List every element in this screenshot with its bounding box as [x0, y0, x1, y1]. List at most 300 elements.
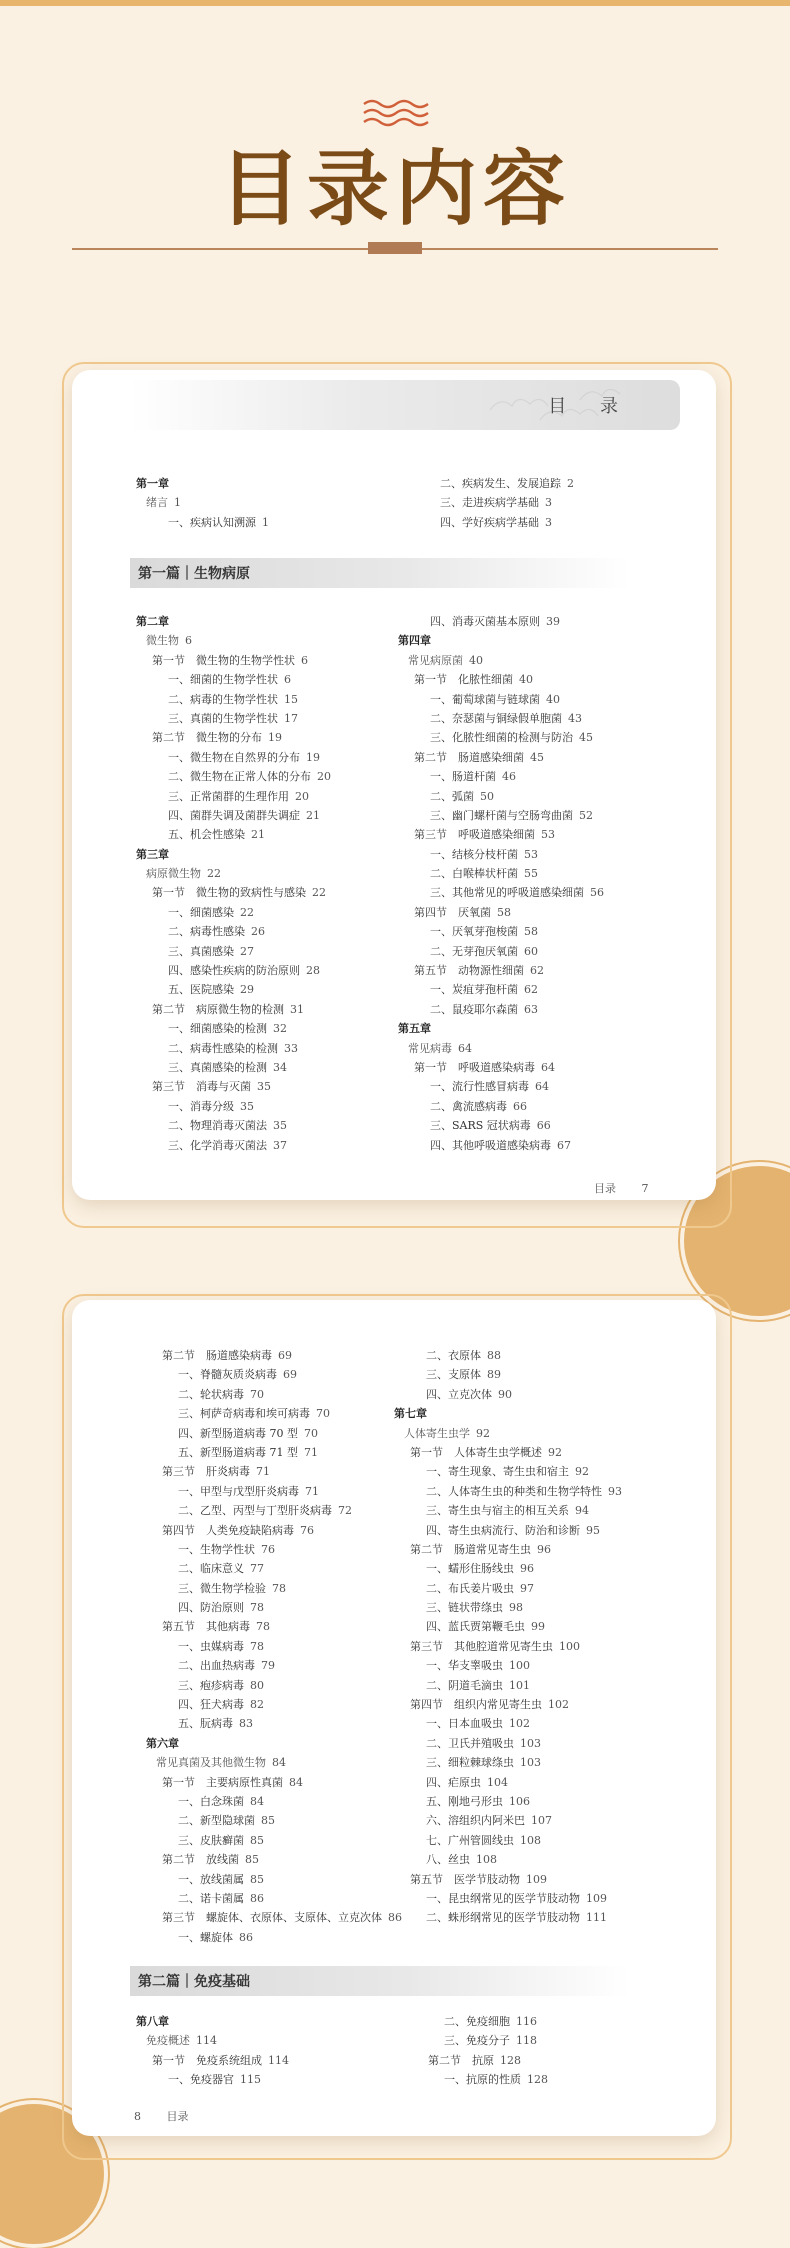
toc-entry-item: [394, 1889, 622, 1908]
toc-entry-text: 三、微生物学检验: [178, 1581, 266, 1595]
toc-column: [398, 612, 604, 1155]
toc-entry-page: 86: [239, 1930, 253, 1944]
toc-entry-item: [394, 1734, 622, 1753]
toc-entry-text: 一、炭疽芽孢杆菌: [430, 983, 518, 997]
toc-entry-page: 97: [520, 1581, 534, 1595]
toc-entry-text: 四、其他呼吸道感染病毒: [430, 1138, 551, 1152]
toc-entry-page: 35: [240, 1099, 254, 1113]
toc-entry-page: 78: [272, 1581, 286, 1595]
toc-entry-page: 60: [524, 944, 538, 958]
toc-entry-chapter: [146, 1734, 402, 1753]
toc-entry-section: [136, 883, 331, 902]
toc-entry-item: [146, 1870, 402, 1889]
part-heading: 第二篇｜免疫基础: [138, 1974, 250, 1990]
toc-entry-item: [394, 1773, 622, 1792]
toc-entry-page: 62: [530, 964, 544, 978]
toc-entry-page: 93: [608, 1484, 622, 1498]
toc-entry-text: 一、白念珠菌: [178, 1794, 244, 1808]
toc-entry-text: 三、链状带绦虫: [426, 1601, 503, 1615]
toc-entry-item: [398, 922, 604, 941]
toc-entry-text: 第一节 主要病原性真菌: [162, 1775, 283, 1789]
toc-entry-item: [136, 961, 331, 980]
toc-entry-item: [146, 1714, 402, 1733]
toc-entry-text: 第一章: [136, 477, 169, 490]
toc-entry-text: 一、疾病认知溯源: [168, 515, 256, 529]
toc-entry-text: 二、鼠疫耶尔森菌: [430, 1002, 518, 1016]
toc-entry-title: [398, 651, 604, 670]
toc-entry-text: 三、支原体: [426, 1368, 481, 1382]
toc-entry-page: 26: [251, 925, 265, 939]
toc-entry-item: [146, 1831, 402, 1850]
toc-entry-text: 第三节 呼吸道感染细菌: [414, 828, 535, 842]
toc-entry-page: 52: [579, 808, 593, 822]
toc-entry-title: [136, 493, 269, 512]
toc-entry-text: 一、细菌的生物学性状: [168, 673, 278, 687]
toc-entry-text: 二、无芽孢厌氧菌: [430, 944, 518, 958]
toc-entry-text: 一、免疫器官: [168, 2073, 234, 2087]
toc-entry-page: 27: [240, 944, 254, 958]
toc-entry-text: 四、学好疾病学基础: [440, 515, 539, 529]
toc-entry-page: 64: [541, 1060, 555, 1074]
toc-entry-item: [398, 690, 604, 709]
toc-entry-item: [136, 767, 331, 786]
toc-entry-title: [398, 1039, 604, 1058]
toc-entry-text: 一、甲型与戊型肝炎病毒: [178, 1484, 299, 1498]
toc-entry-text: 绪言: [146, 496, 168, 510]
toc-entry-item: [394, 1908, 622, 1927]
toc-entry-text: 三、SARS 冠状病毒: [430, 1119, 531, 1133]
toc-column: [408, 474, 574, 532]
toc-entry-page: 84: [250, 1794, 264, 1808]
toc-entry-text: 二、临床意义: [178, 1562, 244, 1576]
toc-entry-page: 70: [250, 1387, 264, 1401]
toc-entry-page: 1: [174, 496, 181, 510]
toc-entry-item: [146, 1424, 402, 1443]
toc-entry-page: 128: [527, 2073, 548, 2087]
toc-entry-title: [394, 1424, 622, 1443]
toc-entry-text: 第二节 抗原: [428, 2053, 494, 2067]
toc-entry-page: 39: [546, 615, 560, 628]
toc-entry-section: [136, 651, 331, 670]
toc-entry-item: [412, 2070, 548, 2089]
toc-entry-page: 3: [545, 515, 552, 529]
toc-entry-text: 二、卫氏并殖吸虫: [426, 1736, 514, 1750]
toc-entry-page: 89: [487, 1368, 501, 1382]
toc-entry-text: 第四节 组织内常见寄生虫: [410, 1698, 542, 1712]
toc-entry-text: 四、寄生虫病流行、防治和诊断: [426, 1523, 580, 1537]
toc-entry-text: 第二节 肠道感染细菌: [414, 750, 524, 764]
toc-entry-text: 四、消毒灭菌基本原则: [430, 615, 540, 628]
toc-entry-page: 33: [284, 1041, 298, 1055]
toc-entry-page: 45: [579, 731, 593, 745]
toc-entry-title: [136, 631, 331, 650]
toc-entry-page: 79: [261, 1659, 275, 1673]
toc-entry-page: 104: [487, 1775, 508, 1789]
toc-entry-text: 二、弧菌: [430, 789, 474, 803]
toc-entry-text: 一、螺旋体: [178, 1930, 233, 1944]
toc-entry-text: 第三节 肝炎病毒: [162, 1465, 250, 1479]
toc-entry-section: [398, 748, 604, 767]
toc-entry-text: 一、华支睾吸虫: [426, 1659, 503, 1673]
toc-entry-text: 第七章: [394, 1407, 427, 1421]
toc-entry-item: [394, 1656, 622, 1675]
toc-entry-page: 92: [575, 1465, 589, 1479]
toc-entry-item: [146, 1656, 402, 1675]
toc-entry-page: 86: [388, 1911, 402, 1925]
toc-entry-page: 78: [250, 1639, 264, 1653]
toc-entry-page: 103: [520, 1756, 541, 1770]
toc-entry-page: 85: [250, 1872, 264, 1886]
toc-entry-chapter: [398, 1019, 604, 1038]
toc-entry-page: 83: [239, 1717, 253, 1731]
toc-entry-section: [136, 1077, 331, 1096]
toc-entry-text: 第五节 医学节肢动物: [410, 1872, 520, 1886]
toc-entry-page: 20: [295, 789, 309, 803]
toc-entry-page: 43: [568, 711, 582, 725]
toc-entry-page: 34: [273, 1060, 287, 1074]
toc-entry-text: 一、细菌感染: [168, 905, 234, 919]
toc-entry-page: 66: [536, 1119, 551, 1133]
toc-entry-item: [146, 1404, 402, 1423]
toc-entry-page: 69: [283, 1368, 297, 1382]
toc-entry-page: 70: [304, 1426, 318, 1440]
toc-entry-item: [136, 922, 331, 941]
footer-label: 目录: [166, 2110, 189, 2123]
toc-entry-item: [136, 709, 331, 728]
toc-entry-page: 85: [245, 1853, 259, 1867]
toc-entry-page: 50: [480, 789, 494, 803]
toc-entry-item: [408, 513, 574, 532]
toc-entry-page: 99: [531, 1620, 545, 1634]
toc-entry-item: [146, 1792, 402, 1811]
toc-entry-text: 二、衣原体: [426, 1349, 481, 1362]
part-heading-band: [130, 1966, 630, 1996]
toc-entry-item: [136, 513, 269, 532]
toc-entry-title: [136, 2031, 289, 2050]
part-heading: 第一篇｜生物病原: [138, 566, 250, 582]
toc-entry-page: 80: [250, 1678, 264, 1692]
toc-entry-text: 三、真菌感染: [168, 944, 234, 958]
toc-entry-text: 第二节 肠道感染病毒: [162, 1349, 272, 1362]
toc-entry-text: 三、疱疹病毒: [178, 1678, 244, 1692]
toc-entry-item: [398, 709, 604, 728]
toc-entry-page: 118: [516, 2034, 537, 2048]
toc-entry-text: 二、疾病发生、发展追踪: [440, 477, 561, 490]
toc-entry-page: 101: [509, 1678, 530, 1692]
toc-entry-item: [136, 670, 331, 689]
toc-entry-text: 一、抗原的性质: [444, 2073, 521, 2087]
footer-page-number: 7: [641, 1182, 649, 1195]
toc-entry-title: [146, 1753, 402, 1772]
toc-entry-text: 第六章: [146, 1736, 179, 1750]
toc-entry-item: [136, 1116, 331, 1135]
toc-entry-item: [146, 1443, 402, 1462]
toc-entry-text: 三、寄生虫与宿主的相互关系: [426, 1504, 569, 1518]
toc-entry-section: [394, 1540, 622, 1559]
toc-column: [136, 2012, 289, 2090]
toc-entry-text: 四、立克次体: [426, 1387, 492, 1401]
toc-entry-text: 二、乙型、丙型与丁型肝炎病毒: [178, 1504, 332, 1518]
toc-entry-page: 64: [458, 1041, 472, 1055]
toc-entry-page: 109: [586, 1891, 607, 1905]
toc-entry-page: 35: [273, 1119, 287, 1133]
toc-entry-page: 37: [273, 1138, 287, 1152]
toc-entry-page: 128: [500, 2053, 521, 2067]
toc-entry-page: 102: [509, 1717, 530, 1731]
toc-entry-page: 53: [541, 828, 555, 842]
toc-column: [412, 2012, 548, 2090]
toc-entry-page: 100: [559, 1639, 580, 1653]
toc-entry-page: 20: [317, 770, 331, 784]
toc-entry-page: 29: [240, 983, 254, 997]
toc-entry-page: 76: [261, 1542, 275, 1556]
toc-entry-page: 66: [513, 1099, 527, 1113]
toc-entry-text: 二、病毒性感染: [168, 925, 245, 939]
toc-entry-page: 102: [548, 1698, 569, 1712]
toc-entry-text: 二、蛛形纲常见的医学节肢动物: [426, 1911, 580, 1925]
toc-entry-text: 二、奈瑟菌与铜绿假单胞菌: [430, 711, 562, 725]
toc-entry-item: [394, 1365, 622, 1384]
toc-entry-item: [412, 2012, 548, 2031]
toc-entry-page: 85: [250, 1833, 264, 1847]
toc-entry-item: [408, 474, 574, 493]
toc-entry-text: 第五章: [398, 1022, 431, 1036]
footer-label: 目录: [594, 1182, 616, 1195]
toc-entry-item: [394, 1346, 622, 1365]
toc-entry-page: 55: [524, 867, 538, 881]
toc-entry-text: 二、病毒性感染的检测: [168, 1041, 278, 1055]
toc-entry-page: 84: [272, 1756, 286, 1770]
toc-entry-item: [136, 748, 331, 767]
toc-entry-item: [394, 1850, 622, 1869]
toc-entry-item: [394, 1598, 622, 1617]
toc-entry-item: [394, 1501, 622, 1520]
toc-entry-text: 三、化学消毒灭菌法: [168, 1138, 267, 1152]
toc-entry-page: 64: [535, 1080, 549, 1094]
toc-entry-section: [146, 1521, 402, 1540]
toc-entry-item: [136, 1019, 331, 1038]
toc-entry-text: 二、诺卡菌属: [178, 1891, 244, 1905]
toc-entry-page: 69: [278, 1349, 292, 1362]
toc-entry-text: 三、正常菌群的生理作用: [168, 789, 289, 803]
toc-entry-text: 第二节 放线菌: [162, 1853, 239, 1867]
toc-entry-page: 94: [575, 1504, 589, 1518]
toc-entry-page: 100: [509, 1659, 530, 1673]
toc-entry-item: [146, 1501, 402, 1520]
toc-entry-item: [398, 1136, 604, 1155]
toc-entry-section: [394, 1870, 622, 1889]
toc-entry-item: [146, 1482, 402, 1501]
toc-entry-page: 72: [338, 1504, 352, 1518]
toc-entry-item: [136, 903, 331, 922]
toc-entry-text: 第三章: [136, 847, 169, 861]
toc-entry-text: 第三节 螺旋体、衣原体、支原体、立克次体: [162, 1911, 382, 1925]
toc-entry-text: 五、机会性感染: [168, 828, 245, 842]
toc-entry-page: 84: [289, 1775, 303, 1789]
toc-entry-page: 108: [520, 1833, 541, 1847]
toc-entry-page: 109: [526, 1872, 547, 1886]
toc-entry-text: 病原微生物: [146, 867, 201, 881]
toc-entry-page: 31: [290, 1002, 304, 1016]
toc-entry-text: 一、生物学性状: [178, 1542, 255, 1556]
toc-entry-chapter: [136, 612, 331, 631]
toc-entry-page: 96: [520, 1562, 534, 1576]
toc-entry-text: 第三节 消毒与灭菌: [152, 1080, 251, 1094]
toc-entry-item: [146, 1540, 402, 1559]
toc-entry-item: [136, 787, 331, 806]
toc-column: [136, 474, 269, 532]
toc-entry-item: [146, 1695, 402, 1714]
toc-entry-page: 3: [545, 496, 552, 510]
toc-entry-page: 6: [185, 634, 192, 648]
toc-entry-page: 62: [524, 983, 538, 997]
toc-column: [394, 1346, 622, 1928]
toc-entry-page: 92: [476, 1426, 490, 1440]
toc-entry-page: 32: [273, 1022, 287, 1036]
toc-entry-page: 46: [502, 770, 516, 784]
toc-entry-page: 95: [586, 1523, 600, 1537]
toc-entry-page: 85: [261, 1814, 275, 1828]
toc-entry-item: [136, 825, 331, 844]
toc-entry-section: [394, 1637, 622, 1656]
toc-entry-item: [398, 1097, 604, 1116]
toc-entry-text: 八、丝虫: [426, 1853, 470, 1867]
toc-entry-chapter: [398, 631, 604, 650]
top-accent-bar: [0, 0, 790, 6]
toc-entry-text: 微生物: [146, 634, 179, 648]
toc-entry-text: 四、狂犬病毒: [178, 1698, 244, 1712]
toc-entry-text: 二、病毒的生物学性状: [168, 692, 278, 706]
toc-entry-section: [394, 1443, 622, 1462]
toc-entry-text: 一、微生物在自然界的分布: [168, 750, 300, 764]
toc-entry-page: 96: [537, 1542, 551, 1556]
toc-entry-text: 二、物理消毒灭菌法: [168, 1119, 267, 1133]
toc-entry-text: 一、寄生现象、寄生虫和宿主: [426, 1465, 569, 1479]
toc-entry-text: 第一节 人体寄生虫学概述: [410, 1445, 542, 1459]
toc-entry-text: 五、新型肠道病毒 71 型: [178, 1445, 298, 1459]
footer-page-number: 8: [134, 2110, 141, 2123]
toc-entry-page: 17: [284, 711, 298, 725]
toc-entry-text: 第一节 呼吸道感染病毒: [414, 1060, 535, 1074]
toc-column: [146, 1346, 402, 1947]
toc-entry-page: 108: [476, 1853, 497, 1867]
toc-entry-text: 一、昆虫纲常见的医学节肢动物: [426, 1891, 580, 1905]
toc-entry-section: [136, 2051, 289, 2070]
toc-entry-page: 2: [567, 477, 574, 490]
toc-entry-item: [398, 1077, 604, 1096]
toc-entry-page: 76: [300, 1523, 314, 1537]
toc-entry-text: 第三节 其他腔道常见寄生虫: [410, 1639, 553, 1653]
toc-entry-item: [398, 980, 604, 999]
toc-entry-text: 五、医院感染: [168, 983, 234, 997]
toc-entry-item: [136, 942, 331, 961]
toc-entry-page: 21: [251, 828, 265, 842]
toc-entry-page: 58: [497, 905, 511, 919]
toc-entry-text: 第五节 动物源性细菌: [414, 964, 524, 978]
toc-entry-text: 四、防治原则: [178, 1601, 244, 1615]
toc-entry-item: [394, 1831, 622, 1850]
toc-entry-item: [398, 767, 604, 786]
toc-entry-page: 78: [256, 1620, 270, 1634]
toc-entry-text: 第二节 病原微生物的检测: [152, 1002, 284, 1016]
toc-entry-text: 一、蠕形住肠线虫: [426, 1562, 514, 1576]
toc-entry-chapter: [136, 474, 269, 493]
toc-entry-page: 77: [250, 1562, 264, 1576]
toc-entry-item: [394, 1462, 622, 1481]
toc-entry-text: 常见病原菌: [408, 653, 463, 667]
toc-entry-page: 71: [256, 1465, 270, 1479]
toc-entry-text: 二、人体寄生虫的种类和生物学特性: [426, 1484, 602, 1498]
toc-page-1: [72, 370, 716, 1200]
toc-entry-item: [146, 1811, 402, 1830]
toc-entry-item: [394, 1811, 622, 1830]
toc-entry-section: [398, 1058, 604, 1077]
toc-entry-text: 一、肠道杆菌: [430, 770, 496, 784]
toc-entry-text: 第一节 微生物的生物学性状: [152, 653, 295, 667]
toc-entry-item: [136, 1136, 331, 1155]
toc-entry-page: 114: [268, 2053, 289, 2067]
toc-entry-text: 一、细菌感染的检测: [168, 1022, 267, 1036]
toc-entry-page: 90: [498, 1387, 512, 1401]
toc-entry-page: 28: [306, 964, 320, 978]
toc-entry-text: 第二节 微生物的分布: [152, 731, 262, 745]
toc-entry-text: 三、真菌感染的检测: [168, 1060, 267, 1074]
toc-entry-item: [136, 1039, 331, 1058]
toc-entry-section: [136, 1000, 331, 1019]
toc-entry-page: 114: [196, 2034, 217, 2048]
toc-entry-text: 四、菌群失调及菌群失调症: [168, 808, 300, 822]
toc-entry-section: [146, 1850, 402, 1869]
toc-entry-page: 71: [305, 1484, 319, 1498]
toc-entry-page: 21: [306, 808, 320, 822]
toc-entry-text: 免疫概述: [146, 2034, 190, 2048]
toc-entry-page: 71: [304, 1445, 318, 1459]
toc-entry-text: 常见真菌及其他微生物: [156, 1756, 266, 1770]
toc-entry-section: [136, 728, 331, 747]
toc-entry-section: [398, 961, 604, 980]
toc-entry-page: 107: [531, 1814, 552, 1828]
toc-entry-page: 22: [207, 867, 221, 881]
toc-entry-item: [136, 1097, 331, 1116]
toc-entry-text: 六、溶组织内阿米巴: [426, 1814, 525, 1828]
toc-entry-item: [146, 1889, 402, 1908]
toc-entry-page: 22: [240, 905, 254, 919]
page-footer: [594, 1180, 649, 1196]
toc-entry-item: [394, 1792, 622, 1811]
toc-entry-text: 二、禽流感病毒: [430, 1099, 507, 1113]
toc-entry-text: 三、其他常见的呼吸道感染细菌: [430, 886, 584, 900]
toc-entry-text: 四、新型肠道病毒 70 型: [178, 1426, 298, 1440]
toc-entry-section: [398, 903, 604, 922]
toc-entry-section: [146, 1346, 402, 1365]
toc-entry-text: 一、日本血吸虫: [426, 1717, 503, 1731]
toc-column: [136, 612, 331, 1155]
toc-entry-text: 第一节 免疫系统组成: [152, 2053, 262, 2067]
toc-entry-text: 一、虫媒病毒: [178, 1639, 244, 1653]
toc-entry-item: [394, 1579, 622, 1598]
toc-entry-item: [398, 1116, 604, 1135]
toc-entry-text: 一、消毒分级: [168, 1099, 234, 1113]
toc-entry-page: 70: [316, 1407, 330, 1421]
toc-entry-text: 三、幽门螺杆菌与空肠弯曲菌: [430, 808, 573, 822]
toc-entry-item: [398, 728, 604, 747]
toc-entry-page: 82: [250, 1698, 264, 1712]
toc-entry-item: [394, 1617, 622, 1636]
toc-entry-page: 98: [509, 1601, 523, 1615]
toc-entry-item: [398, 787, 604, 806]
toc-entry-text: 三、细粒棘球绦虫: [426, 1756, 514, 1770]
toc-entry-page: 6: [284, 673, 291, 687]
